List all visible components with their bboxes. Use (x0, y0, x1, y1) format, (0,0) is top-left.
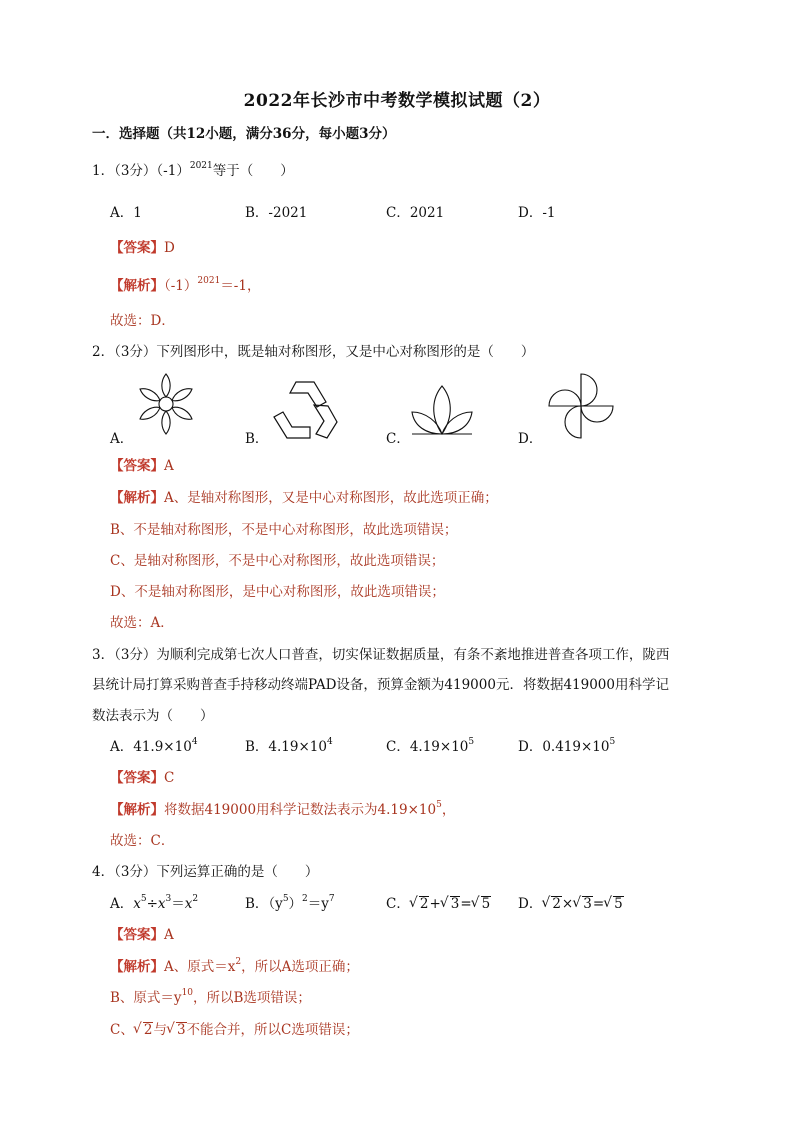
q2-answer: 【答案】A (110, 458, 174, 474)
q3-option-d: D．$0.419\times 10^5$ (518, 737, 616, 755)
q4-answer: 【答案】A (110, 927, 174, 943)
q2-choice: 故选：A． (110, 615, 174, 631)
q3-option-c: C．$4.19\times 10^5$ (386, 737, 475, 755)
q3-analysis: 【解析】将数据419000用科学记数法表示为$4.19\times 10^5$， (110, 800, 456, 818)
q2-label-d: D． (518, 431, 543, 447)
q2-analysis-d: D、不是轴对称图形，是中心对称图形，故此选项错误； (110, 584, 445, 600)
q1-answer: 【答案】D (110, 240, 175, 256)
q2-analysis-a: 【解析】A、是轴对称图形，又是中心对称图形，故此选项正确； (110, 490, 498, 506)
q2-label-a: A． (110, 431, 134, 447)
section-heading: 一．选择题（共12小题，满分36分，每小题3分） (92, 126, 396, 142)
page-title: 2022年长沙市中考数学模拟试题（2） (243, 91, 551, 111)
q4-analysis-c: C、√ 2与√ 3不能合并，所以C选项错误； (110, 1020, 359, 1040)
q3-choice: 故选：C． (110, 833, 175, 849)
q1-option-b: B．-2021 (245, 205, 308, 221)
q4-option-a: A．$x^5\div x^3=x^2$ (110, 894, 199, 912)
q4-option-b: B．$(y^5)^2=y^7$ (245, 894, 335, 912)
q3-option-b: B．$4.19\times 10^4$ (245, 737, 333, 755)
question-2-stem: 2．（3分）下列图形中，既是轴对称图形，又是中心对称图形的是（ ） (92, 344, 535, 360)
figure-c-lotus (408, 384, 476, 438)
q4-option-c: C．√ 2+√ 3=√ 5 (386, 894, 491, 914)
question-3-line-1: 3．（3分）为顺利完成第七次人口普查，切实保证数据质量，有条不紊地推进普查各项工作，陇西 (92, 647, 670, 663)
q2-label-c: C． (386, 431, 410, 447)
q2-label-b: B． (245, 431, 269, 447)
q1-option-d: D．-1 (518, 205, 556, 221)
question-3-line-3: 数法表示为（ ） (92, 708, 214, 724)
q1-choice: 故选：D． (110, 313, 175, 329)
q4-analysis-b: B、原式$=y^{10}$，所以B选项错误； (110, 988, 311, 1006)
q1-option-c: C．2021 (386, 205, 445, 221)
q1-analysis: 【解析】$(-1)^{2021}=-1$， (110, 276, 261, 294)
q3-answer: 【答案】C (110, 770, 175, 786)
question-1-stem: 1．（3分）$(-1)^{2021}$等于（ ） (92, 161, 294, 179)
q2-analysis-b: B、不是轴对称图形，不是中心对称图形，故此选项错误； (110, 522, 458, 538)
q1-option-a: A．1 (110, 205, 142, 221)
q4-option-d: D．√ 2×√ 3=√ 5 (518, 894, 624, 914)
question-3-line-2: 县统计局打算采购普查手持移动终端PAD设备，预算金额为419000元．将数据419000用科学记 (92, 677, 669, 693)
q2-analysis-c: C、是轴对称图形，不是中心对称图形，故此选项错误； (110, 553, 445, 569)
question-4-stem: 4．（3分）下列运算正确的是（ ） (92, 864, 319, 880)
q4-analysis-a: 【解析】A、原式$=x^2$，所以A选项正确； (110, 957, 359, 975)
figure-b-recycle (270, 379, 340, 441)
q3-option-a: A．$41.9\times 10^4$ (110, 737, 198, 755)
figure-a-flower (134, 372, 198, 436)
figure-d-pinwheel (545, 370, 617, 442)
